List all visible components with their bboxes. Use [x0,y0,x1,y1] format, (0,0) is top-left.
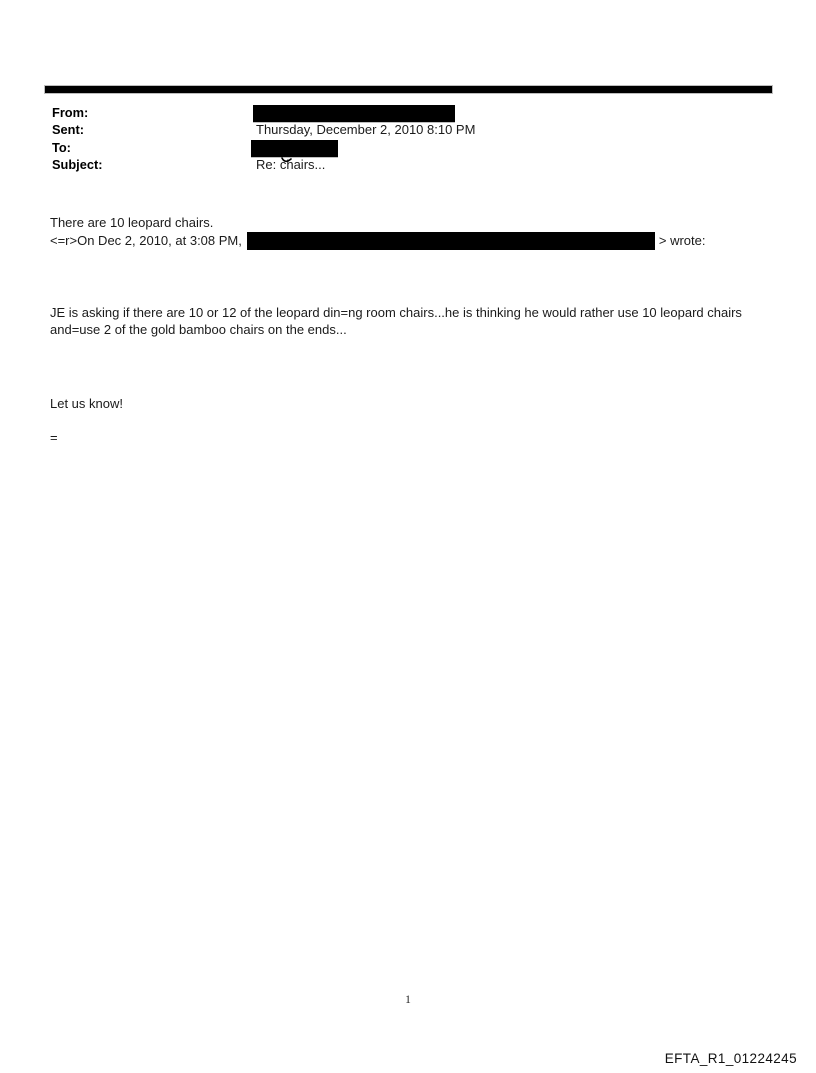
sent-label: Sent: [52,122,84,138]
quote-attribution-prefix: <=r>On Dec 2, 2010, at 3:08 PM, [50,232,242,248]
quote-attribution-redaction-bar [247,232,655,250]
email-header [52,104,772,173]
header-row-to [52,139,772,156]
subject-label: Subject: [52,156,103,172]
header-row-subject [52,156,772,173]
sent-value: Thursday, December 2, 2010 8:10 PM [256,122,476,138]
to-redaction-bar [251,140,338,158]
opening-line: There are 10 leopard chairs. [50,215,214,230]
quoted-message-paragraph: JE is asking if there are 10 or 12 of the leopard din=ng room chairs...he is thinking he would rather use 10 leopard chairs and=use 2 of the gold bamboo chairs on the ends... [50,305,742,337]
from-label: From: [52,105,89,120]
header-row-sent [52,121,772,138]
header-divider-rule [45,86,772,93]
signature-artifact: = [50,430,58,445]
closing-line: Let us know! [50,396,123,411]
from-redaction-bar [253,105,455,123]
redacted-text-descender [281,157,293,165]
quote-attribution-suffix: > wrote: [658,232,706,248]
subject-value: Re: chairs... [256,156,326,172]
bates-number-stamp: EFTA_R1_01224245 [664,1051,797,1066]
to-label: To: [52,139,71,155]
quote-attribution-line [50,232,705,250]
header-row-from [52,104,772,121]
page-number: 1 [405,994,411,1006]
